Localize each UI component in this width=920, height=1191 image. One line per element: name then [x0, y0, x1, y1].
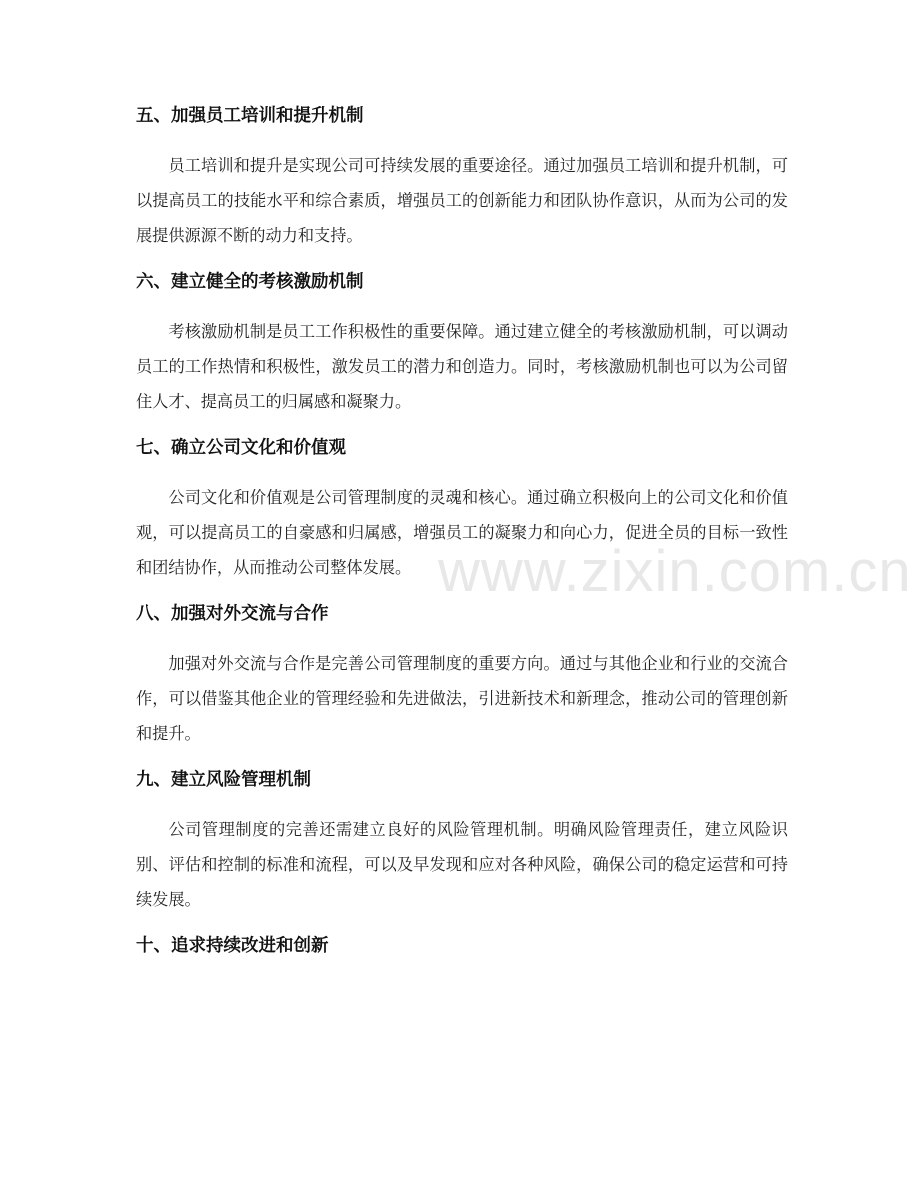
section-heading: 八、加强对外交流与合作	[136, 604, 329, 624]
section-6	[136, 270, 788, 419]
section-heading: 六、建立健全的考核激励机制	[136, 272, 364, 292]
section-paragraph: 加强对外交流与合作是完善公司管理制度的重要方向。通过与其他企业和行业的交流合作，可以借鉴其他企业的管理经验和先进做法，引进新技术和新理念，推动公司的管理创新和提升。	[136, 654, 788, 743]
section-heading: 五、加强员工培训和提升机制	[136, 106, 364, 126]
section-9	[136, 768, 788, 917]
document-content	[136, 104, 788, 978]
section-paragraph: 公司文化和价值观是公司管理制度的灵魂和核心。通过确立积极向上的公司文化和价值观，可以提高员工的自豪感和归属感，增强员工的凝聚力和向心力，促进全员的目标一致性和团结协作，从而推动公司整体发展。	[136, 488, 788, 577]
section-heading: 九、建立风险管理机制	[136, 770, 311, 790]
section-10	[136, 934, 788, 958]
section-7	[136, 436, 788, 585]
section-heading: 七、确立公司文化和价值观	[136, 438, 346, 458]
watermark-text: www.zixin.com.cn	[438, 539, 912, 604]
section-paragraph: 考核激励机制是员工工作积极性的重要保障。通过建立健全的考核激励机制，可以调动员工的工作热情和积极性，激发员工的潜力和创造力。同时，考核激励机制也可以为公司留住人才、提高员工的归属感和凝聚力。	[136, 322, 788, 411]
section-8	[136, 602, 788, 751]
section-5	[136, 104, 788, 253]
section-paragraph: 公司管理制度的完善还需建立良好的风险管理机制。明确风险管理责任，建立风险识别、评估和控制的标准和流程，可以及早发现和应对各种风险，确保公司的稳定运营和可持续发展。	[136, 820, 788, 909]
section-paragraph: 员工培训和提升是实现公司可持续发展的重要途径。通过加强员工培训和提升机制，可以提高员工的技能水平和综合素质，增强员工的创新能力和团队协作意识，从而为公司的发展提供源源不断的动力和支持。	[136, 156, 788, 245]
section-heading: 十、追求持续改进和创新	[136, 936, 329, 956]
